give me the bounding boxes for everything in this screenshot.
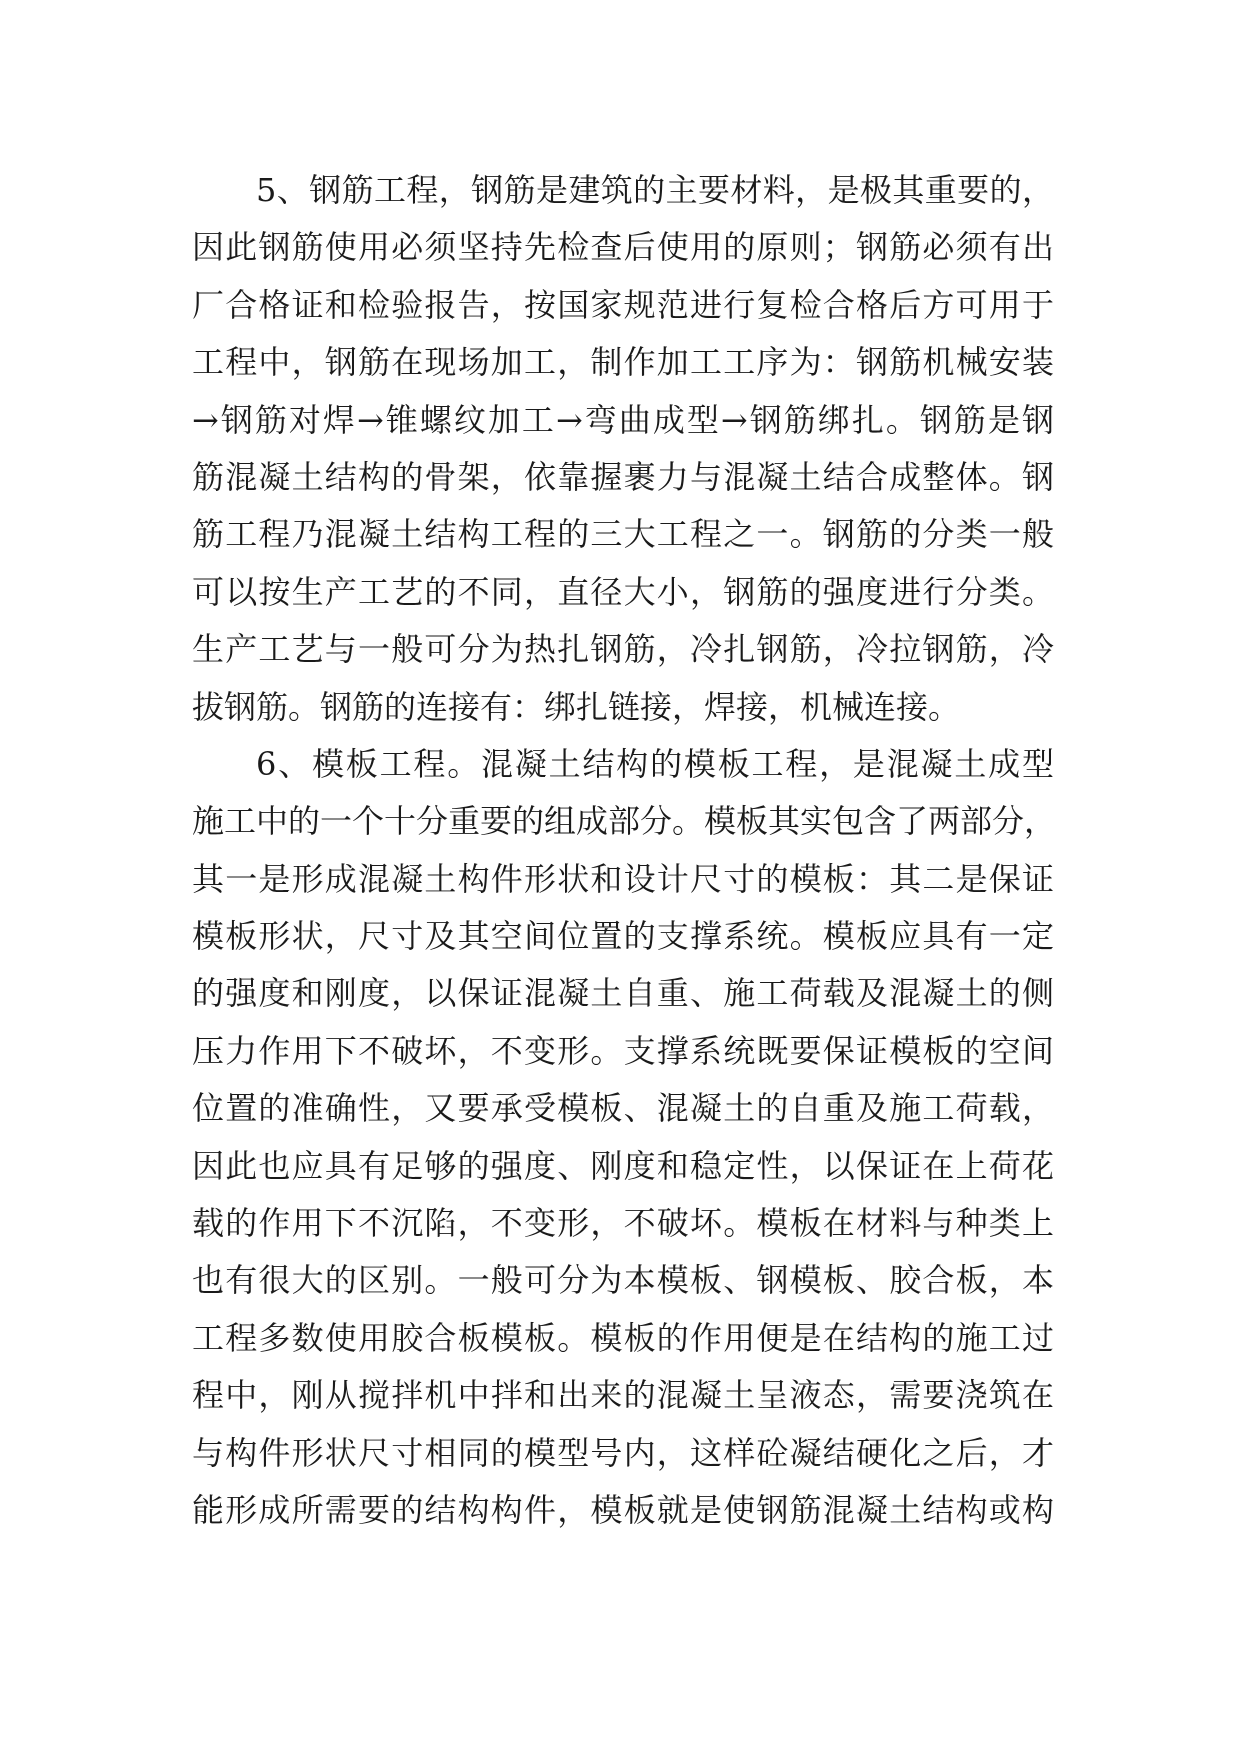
text-line: 6、模板工程。混凝土结构的模板工程，是混凝土成型 [256, 744, 1054, 783]
text-line: 载的作用下不沉陷，不变形，不破坏。模板在材料与种类上 [192, 1204, 1054, 1243]
text-line: 筋工程乃混凝土结构工程的三大工程之一。钢筋的分类一般 [192, 515, 1054, 554]
text-line: →钢筋对焊→锥螺纹加工→弯曲成型→钢筋绑扎。钢筋是钢 [192, 400, 1054, 439]
text-line: 压力作用下不破坏，不变形。支撑系统既要保证模板的空间 [192, 1031, 1054, 1070]
text-line: 厂合格证和检验报告，按国家规范进行复检合格后方可用于 [192, 285, 1054, 324]
text-line: 可以按生产工艺的不同，直径大小，钢筋的强度进行分类。 [192, 572, 1054, 611]
text-line: 拔钢筋。钢筋的连接有：绑扎链接，焊接，机械连接。 [192, 687, 961, 726]
body-text [192, 162, 1057, 1539]
text-line: 能形成所需要的结构构件，模板就是使钢筋混凝土结构或构 [192, 1490, 1054, 1529]
text-line: 工程多数使用胶合板模板。模板的作用便是在结构的施工过 [192, 1318, 1054, 1357]
text-line: 也有很大的区别。一般可分为本模板、钢模板、胶合板，本 [192, 1261, 1054, 1300]
text-line: 程中，刚从搅拌机中拌和出来的混凝土呈液态，需要浇筑在 [192, 1376, 1054, 1415]
text-line: 工程中，钢筋在现场加工，制作加工工序为：钢筋机械安装 [192, 343, 1054, 382]
text-line: 其一是形成混凝土构件形状和设计尺寸的模板：其二是保证 [192, 859, 1054, 898]
text-line: 施工中的一个十分重要的组成部分。模板其实包含了两部分， [192, 802, 1057, 841]
text-line: 生产工艺与一般可分为热扎钢筋，冷扎钢筋，冷拉钢筋，冷 [192, 630, 1054, 669]
text-line: 5、钢筋工程，钢筋是建筑的主要材料，是极其重要的， [256, 171, 1054, 209]
text-line: 的强度和刚度，以保证混凝土自重、施工荷载及混凝土的侧 [192, 974, 1054, 1013]
text-line: 因此也应具有足够的强度、刚度和稳定性，以保证在上荷花 [192, 1146, 1054, 1185]
text-line: 模板形状，尺寸及其空间位置的支撑系统。模板应具有一定 [192, 917, 1054, 956]
text-line: 筋混凝土结构的骨架，依靠握裹力与混凝土结合成整体。钢 [192, 457, 1054, 496]
text-line: 位置的准确性，又要承受模板、混凝土的自重及施工荷载， [192, 1089, 1054, 1128]
text-line: 与构件形状尺寸相同的模型号内，这样砼凝结硬化之后，才 [192, 1433, 1054, 1472]
text-line: 因此钢筋使用必须坚持先检查后使用的原则；钢筋必须有出 [192, 228, 1054, 267]
